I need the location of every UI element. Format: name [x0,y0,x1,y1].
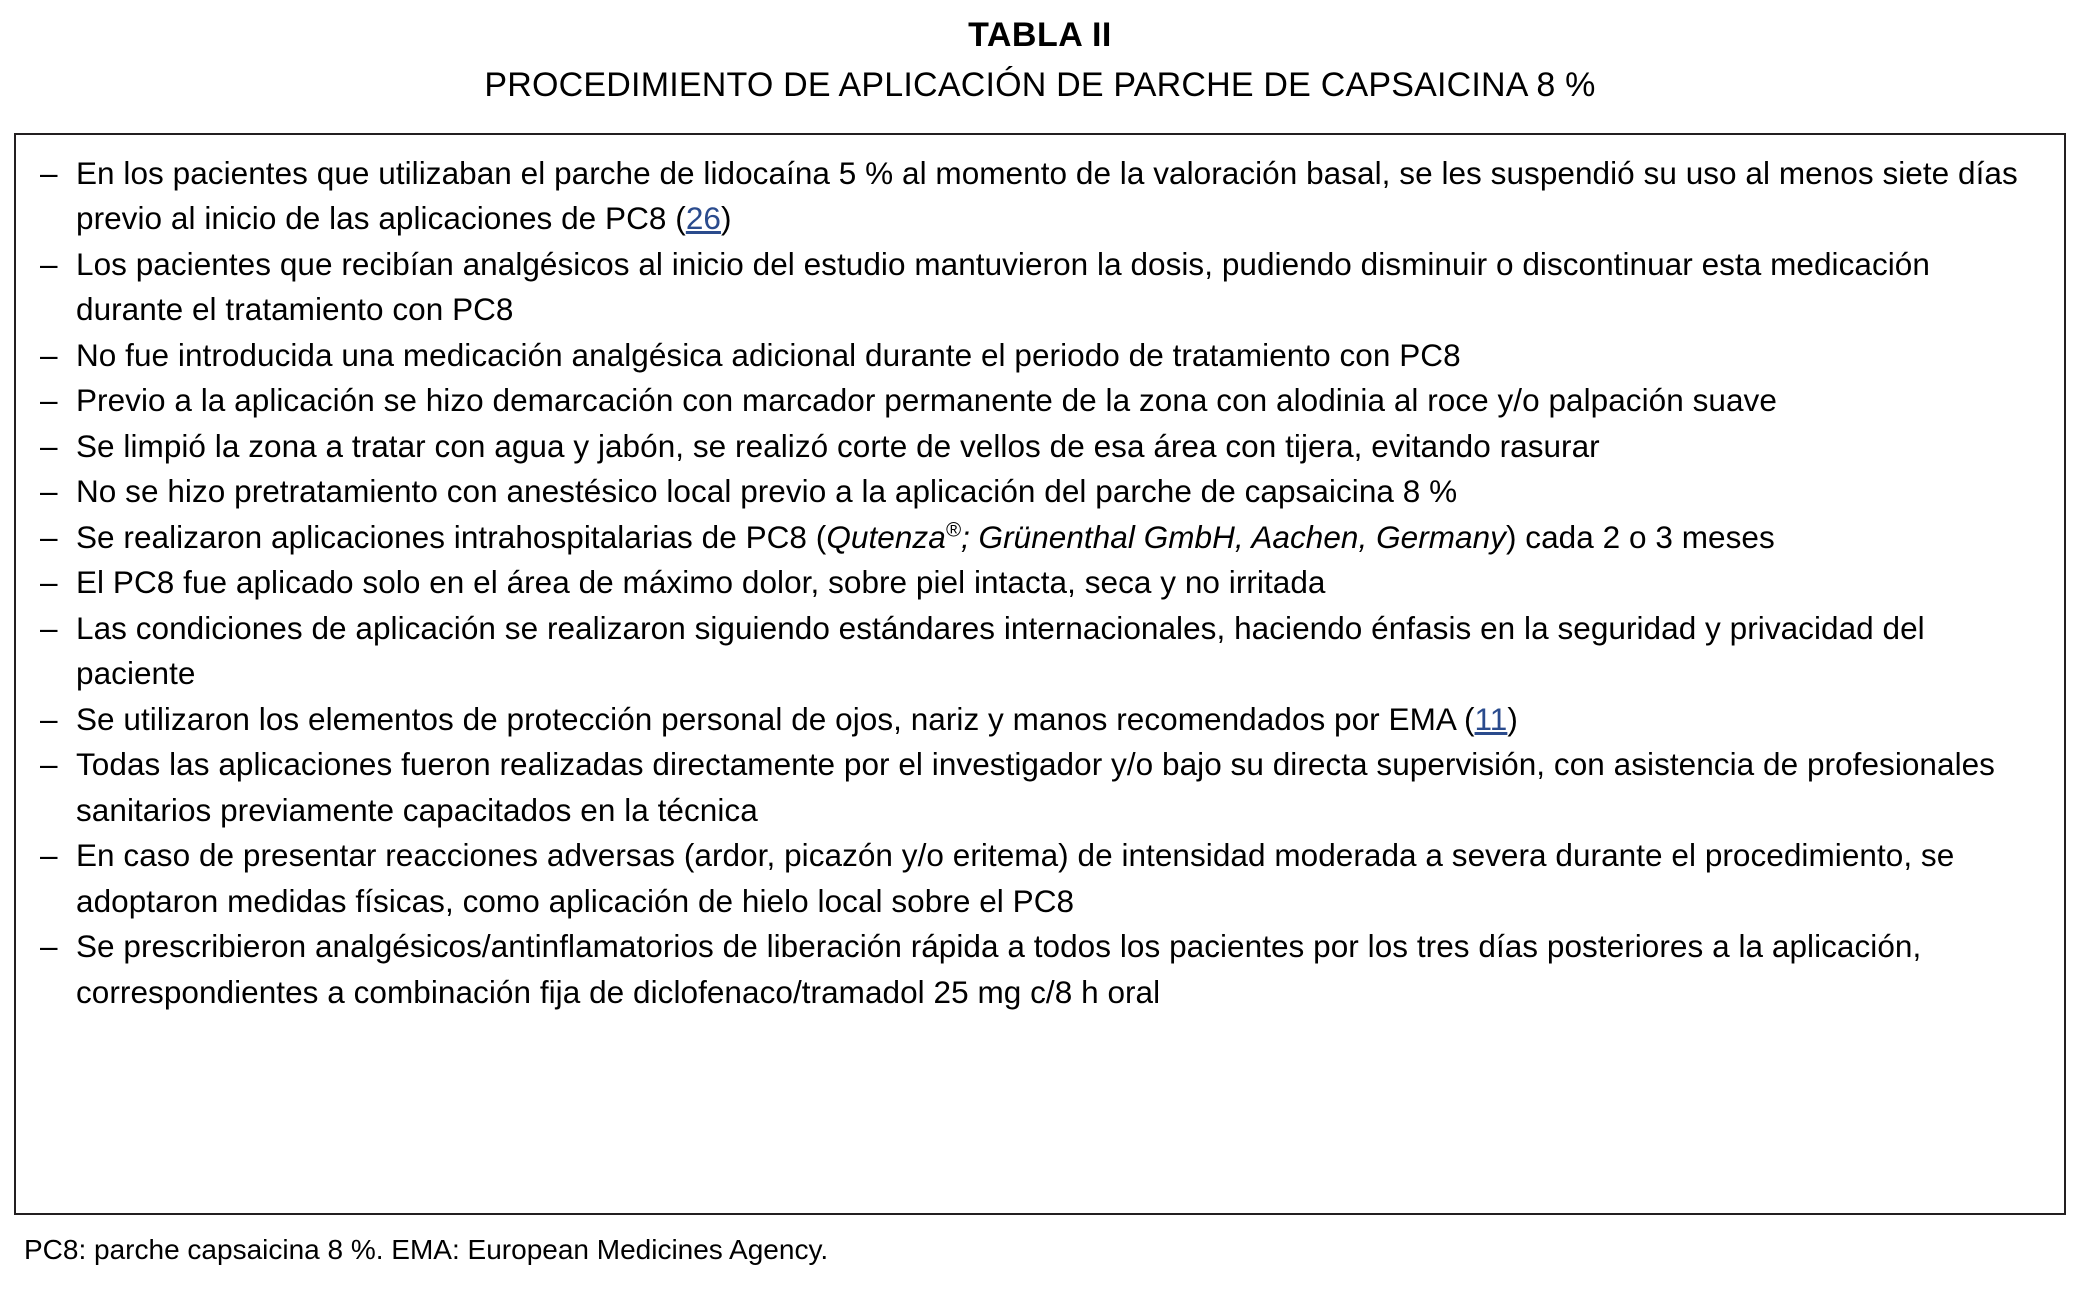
text-run: Previo a la aplicación se hizo demarcación con marcador permanente de la zona con alodinia al roce y/o palpación suave [76,382,1777,419]
list-item-text [76,564,1326,600]
table-heading [0,0,2080,107]
bullet-dash: – [40,473,58,510]
list-item [38,515,2044,561]
text-run: No se hizo pretratamiento con anestésico local previo a la aplicación del parche de capsaicina 8 % [76,473,1458,510]
text-run: Los pacientes que recibían analgésicos al inicio del estudio mantuvieron la dosis, pudiendo disminuir o discontinuar esta medicación durante el tratamiento con PC8 [76,245,1930,328]
text-run: No fue introducida una medicación analgésica adicional durante el periodo de tratamiento con PC8 [76,336,1461,373]
list-item-text [76,928,1921,1010]
bullet-dash: – [40,837,58,874]
product-name: ; Grünenthal GmbH, Aachen, Germany [960,518,1506,555]
text-run: ) cada 2 o 3 meses [1505,518,1775,555]
bullet-dash: – [40,928,58,965]
list-item [38,560,2044,606]
text-run: Todas las aplicaciones fueron realizadas directamente por el investigador y/o bajo su directa supervisión, con asistencia de profesionales sanitarios previamente capacitados en la técnica [76,746,1995,828]
reference-link[interactable]: 26 [685,200,721,237]
table-footnote: PC8: parche capsaicina 8 %. EMA: European Medicines Agency. [24,1233,829,1265]
bullet-dash: – [40,336,58,373]
bullet-dash: – [40,427,58,464]
text-run: Se limpió la zona a tratar con agua y jabón, se realizó corte de vellos de esa área con tijera, evitando rasurar [76,427,1600,464]
list-item [38,378,2044,424]
text-run: Se utilizaron los elementos de protección personal de ojos, nariz y manos recomendados por EMA ( [76,700,1475,737]
text-run: El PC8 fue aplicado solo en el área de máximo dolor, sobre piel intacta, seca y no irritada [76,564,1326,601]
list-item-text [76,473,1457,509]
list-item [38,424,2044,470]
table-caption: PROCEDIMIENTO DE APLICACIÓN DE PARCHE DE CAPSAICINA 8 % [484,65,1596,104]
list-item-text [76,428,1600,464]
list-item-text [76,746,1995,828]
bullet-dash: – [40,609,58,646]
product-name: Qutenza [826,518,946,555]
bullet-dash: – [40,245,58,282]
list-item [38,924,2044,1015]
text-run: Se realizaron aplicaciones intrahospitalarias de PC8 ( [76,518,827,555]
list-item [38,469,2044,515]
bullet-dash: – [40,518,58,555]
bullet-dash: – [40,746,58,783]
list-item-text [76,382,1777,418]
text-run: ) [720,200,732,237]
bullet-dash: – [40,700,58,737]
bullet-dash: – [40,564,58,601]
list-item [38,242,2044,333]
text-run: Se prescribieron analgésicos/antinflamatorios de liberación rápida a todos los pacientes por los tres días posteriores a la aplicación, correspondientes a combinación fija de diclofenaco/tramadol 25 mg c/8 h oral [76,928,1922,1010]
registered-mark-wrap [946,519,961,555]
list-item [38,151,2044,242]
list-item [38,606,2044,697]
list-item [38,742,2044,833]
bullet-dash: – [40,382,58,419]
list-item-text [76,519,1775,555]
text-run: ) [1507,700,1518,737]
bullet-dash: – [40,154,58,191]
list-item-text [76,337,1461,373]
registered-mark: ® [945,518,961,542]
text-run: En los pacientes que utilizaban el parche de lidocaína 5 % al momento de la valoración basal, se les suspendió su uso al menos siete días previo al inicio de las aplicaciones de PC8 ( [76,154,2018,237]
list-item [38,697,2044,743]
list-item [38,333,2044,379]
list-item-text [76,155,2018,237]
reference-link[interactable]: 11 [1474,700,1508,737]
text-run: Las condiciones de aplicación se realizaron siguiendo estándares internacionales, haciendo énfasis en la seguridad y privacidad del paciente [76,609,1925,692]
list-item [38,833,2044,924]
list-item-text [76,246,1930,328]
list-item-text [76,610,1925,692]
table-label: TABLA II [968,16,1112,54]
list-item-text [76,701,1518,737]
list-item-text [76,837,1954,919]
text-run: En caso de presentar reacciones adversas (ardor, picazón y/o eritema) de intensidad moderada a severa durante el procedimiento, se adoptaron medidas físicas, como aplicación de hielo local sobre el PC8 [76,837,1955,919]
procedure-list [38,151,2044,1016]
procedure-table-box [14,133,2066,1215]
